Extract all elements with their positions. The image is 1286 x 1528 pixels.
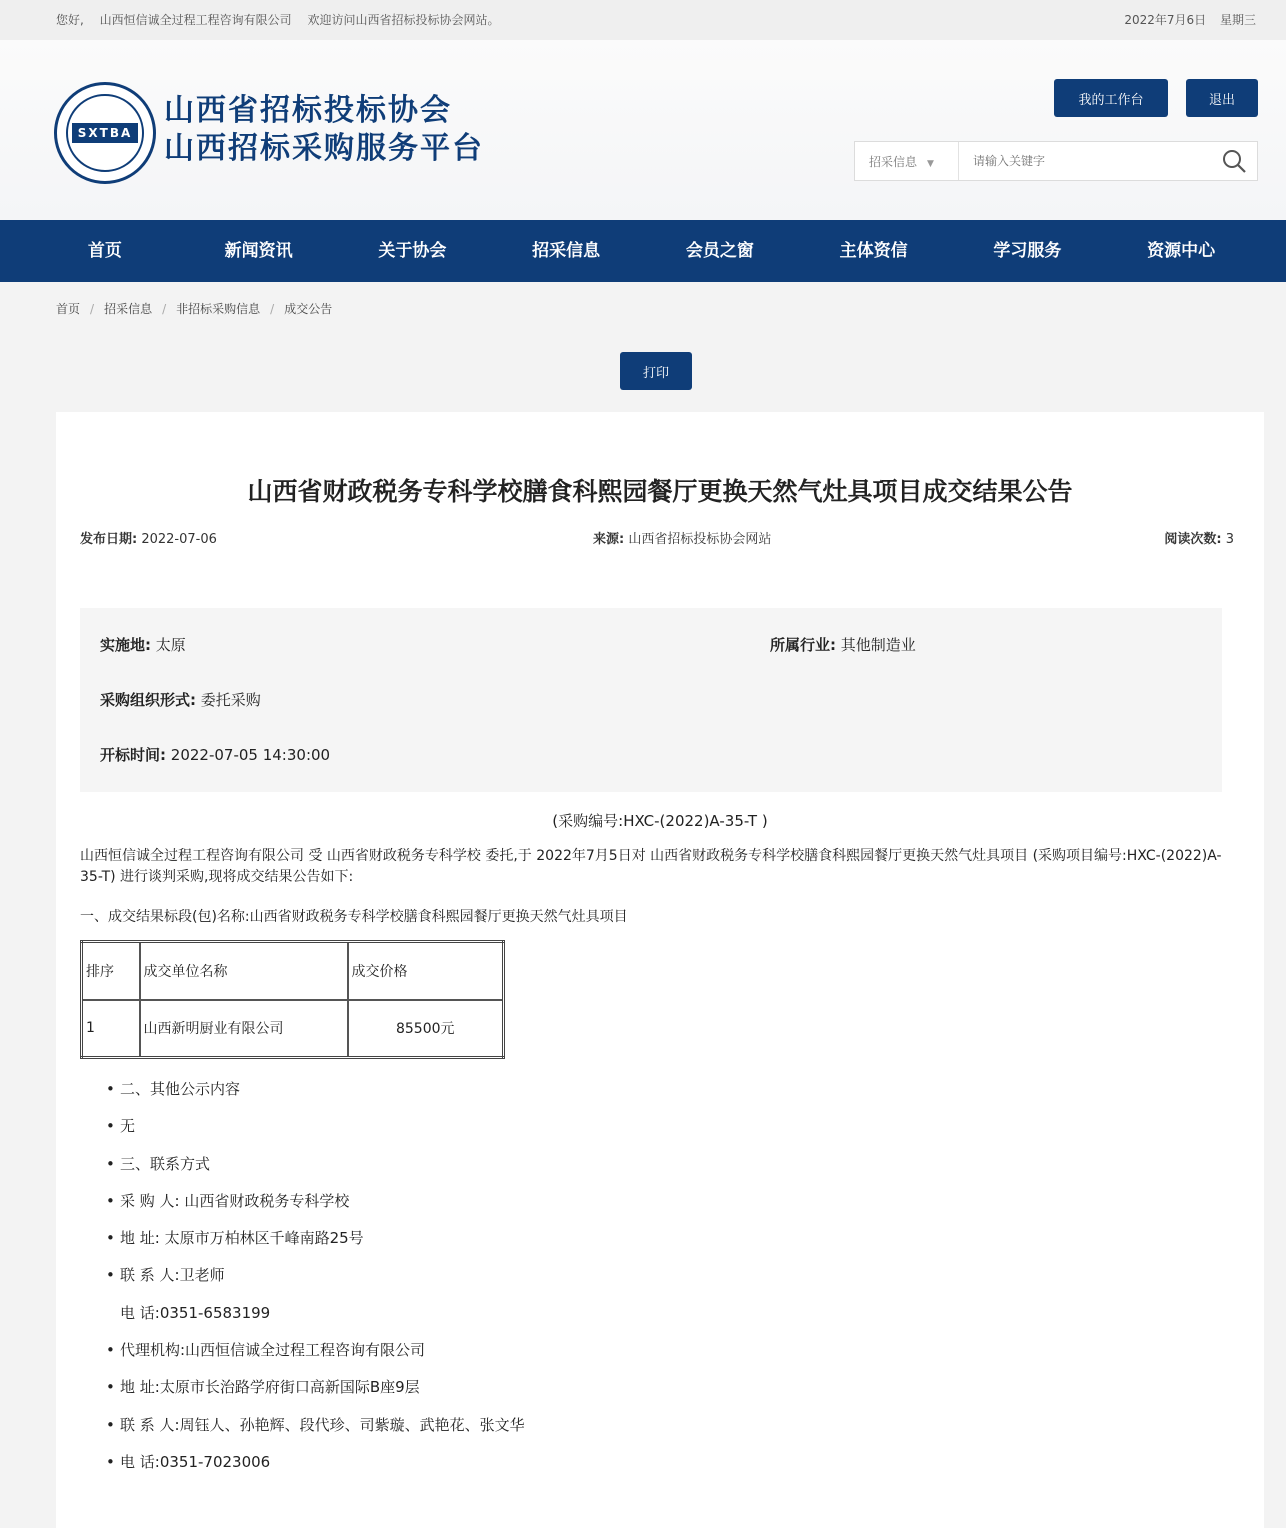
top-bar: [0, 0, 1286, 40]
list-item: • 联 系 人:周钰人、孙艳辉、段代珍、司紫璇、武艳花、张文华: [106, 1414, 525, 1451]
welcome-text: 欢迎访问山西省招标投标协会网站。: [307, 13, 500, 27]
intro-paragraph: 山西恒信诚全过程工程咨询有限公司 受 山西省财政税务专科学校 委托,于 2022年7月5日对 山西省财政税务专科学校膳食科熙园餐厅更换天然气灶具项目 (采购项目编号:HXC-(2022)A-35-T) 进行谈判采购,现将成交结果公告如下:: [80, 848, 1222, 885]
search-input[interactable]: [963, 144, 1203, 178]
logo-inner-ring: [66, 94, 144, 172]
list-item: • 联 系 人:卫老师: [106, 1264, 525, 1301]
nav-procurement-info[interactable]: 招采信息: [532, 241, 601, 261]
search-category-label: 招采信息: [869, 155, 918, 169]
info-location: [100, 634, 186, 655]
list-item: • 电 话:0351-7023006: [106, 1451, 525, 1488]
list-item: • 二、其他公示内容: [106, 1078, 525, 1115]
breadcrumb: [56, 300, 332, 317]
greeting-text: 您好,: [56, 13, 84, 27]
result-table: [80, 940, 505, 1059]
list-item: 电 话:0351-6583199: [120, 1303, 271, 1322]
view-count-label: 阅读次数:: [1164, 532, 1222, 547]
breadcrumb-separator: /: [90, 302, 95, 316]
main-nav: [0, 220, 1286, 282]
welcome-message: [56, 11, 512, 28]
table-cell-price: 85500元: [348, 1000, 504, 1058]
source-value: 山西省招标投标协会网站: [628, 532, 772, 547]
site-title-line2: 山西招标采购服务平台: [164, 131, 484, 166]
breadcrumb-current[interactable]: 成交公告: [284, 302, 333, 316]
list-item: • 地 址: 太原市万柏林区千峰南路25号: [106, 1227, 525, 1264]
table-header-row: [82, 942, 504, 1000]
details-list: [106, 1078, 525, 1488]
site-header: [0, 40, 1286, 220]
list-item: • 三、联系方式: [106, 1153, 525, 1190]
table-row: [82, 1000, 504, 1058]
site-title[interactable]: [164, 92, 484, 168]
info-industry: [770, 634, 916, 655]
article-source: [593, 528, 771, 547]
search-icon[interactable]: [1221, 148, 1247, 174]
publish-date-label: 发布日期:: [80, 532, 138, 547]
list-item: • 地 址:太原市长治路学府街口高新国际B座9层: [106, 1376, 525, 1413]
logo-abbr: SXTBA: [72, 123, 139, 143]
view-count-value: 3: [1225, 532, 1234, 547]
nav-credit[interactable]: 主体资信: [839, 241, 908, 261]
industry-value: 其他制造业: [840, 636, 916, 654]
project-code: (采购编号:HXC-(2022)A-35-T ): [552, 812, 768, 830]
site-title-line1: 山西省招标投标协会: [164, 93, 452, 128]
nav-resources[interactable]: 资源中心: [1147, 241, 1216, 261]
user-company: 山西恒信诚全过程工程咨询有限公司: [99, 13, 292, 27]
search-bar: [854, 141, 1258, 181]
open-time-value: 2022-07-05 14:30:00: [170, 746, 331, 764]
nav-members[interactable]: 会员之窗: [685, 241, 754, 261]
source-label: 来源:: [593, 532, 625, 547]
search-category-select[interactable]: [855, 142, 959, 180]
nav-about[interactable]: 关于协会: [378, 241, 447, 261]
list-item: • 采 购 人: 山西省财政税务专科学校: [106, 1190, 525, 1227]
org-form-label: 采购组织形式:: [100, 691, 196, 709]
breadcrumb-home[interactable]: 首页: [56, 302, 81, 316]
info-open-time: [100, 744, 330, 765]
nav-learning[interactable]: 学习服务: [993, 241, 1062, 261]
nav-home[interactable]: 首页: [87, 241, 122, 261]
section-result-heading: 一、成交结果标段(包)名称:山西省财政税务专科学校膳食科熙园餐厅更换天然气灶具项目: [80, 909, 628, 925]
publish-date-value: 2022-07-06: [141, 532, 217, 547]
current-date: [1114, 11, 1256, 28]
list-item: • 无: [106, 1115, 525, 1152]
breadcrumb-non-tender[interactable]: 非招标采购信息: [176, 302, 261, 316]
logout-button[interactable]: 退出: [1186, 79, 1258, 117]
date-text: 2022年7月6日: [1124, 13, 1207, 27]
list-item: • 代理机构:山西恒信诚全过程工程咨询有限公司: [106, 1339, 525, 1376]
print-button[interactable]: 打印: [620, 352, 692, 390]
publish-date: [80, 528, 217, 547]
chevron-down-icon: ▼: [927, 159, 934, 169]
industry-label: 所属行业:: [770, 636, 836, 654]
association-logo[interactable]: [54, 82, 156, 184]
table-cell-winner: 山西新明厨业有限公司: [140, 1000, 348, 1058]
project-info-box: [80, 608, 1222, 792]
table-header: 成交单位名称: [140, 942, 348, 1000]
table-header: 排序: [82, 942, 140, 1000]
article-panel: [56, 412, 1264, 1528]
weekday-text: 星期三: [1219, 13, 1256, 27]
breadcrumb-separator: /: [270, 302, 275, 316]
nav-news[interactable]: 新闻资讯: [224, 241, 293, 261]
info-org-form: [100, 689, 261, 710]
article-title: 山西省财政税务专科学校膳食科熙园餐厅更换天然气灶具项目成交结果公告: [247, 477, 1073, 506]
open-time-label: 开标时间:: [100, 746, 166, 764]
location-label: 实施地:: [100, 636, 151, 654]
table-cell-rank: 1: [82, 1000, 140, 1058]
table-header: 成交价格: [348, 942, 504, 1000]
breadcrumb-procurement[interactable]: 招采信息: [104, 302, 153, 316]
workbench-button[interactable]: 我的工作台: [1054, 79, 1168, 117]
view-count: [1164, 528, 1234, 547]
location-value: 太原: [155, 636, 186, 654]
org-form-value: 委托采购: [200, 691, 261, 709]
breadcrumb-separator: /: [162, 302, 167, 316]
